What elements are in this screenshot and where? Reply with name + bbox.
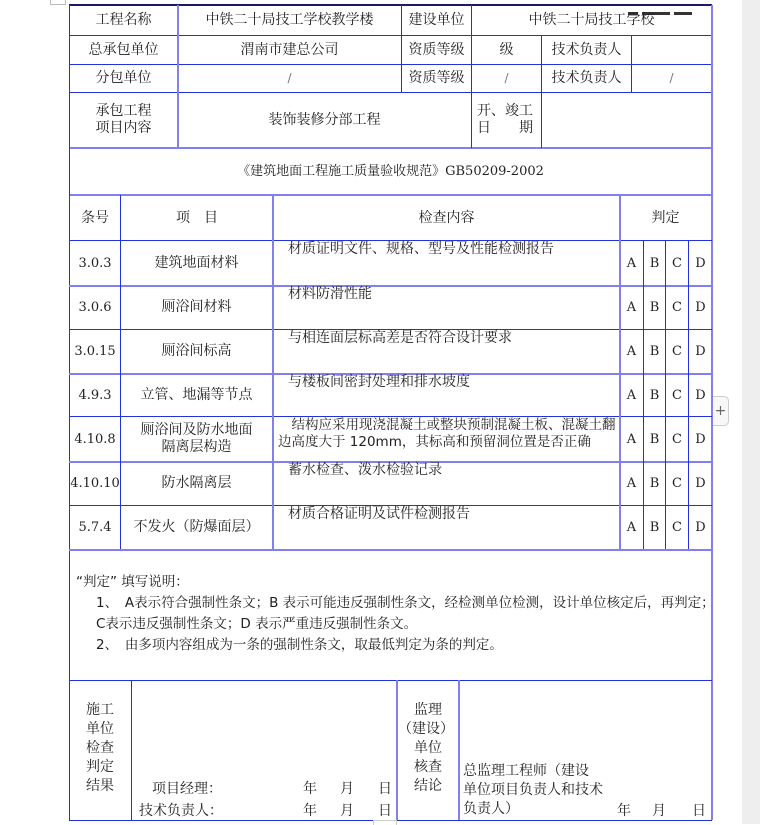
notes-item-1-line-1: 1、 A表示符合强制性条文；B 表示可能违反强制性条文，经检测单位检测，设计单位核定后，再判定； (96, 595, 715, 611)
tech-lead-value[interactable] (632, 36, 711, 64)
dates-label-day: 日 (477, 120, 491, 136)
dates-value[interactable] (542, 93, 711, 147)
project-name-label: 工程名称 (95, 12, 152, 28)
sub-qualification-value[interactable]: / (504, 71, 509, 85)
grade-option-a[interactable]: A (626, 387, 637, 403)
sv-year[interactable]: 年 (617, 803, 631, 819)
pm-day[interactable]: 日 (378, 781, 392, 797)
row-content-line: 结构应采用现浇混凝土或整块预制混凝土板、混凝土翻 (278, 417, 616, 433)
grade-option-c[interactable]: C (672, 476, 682, 491)
row-item: 立管、地漏等节点 (140, 386, 253, 403)
row-clause: 4.10.10 (70, 476, 120, 491)
grade-option-a[interactable]: A (626, 476, 637, 491)
sub-tech-lead-value[interactable]: / (669, 71, 674, 85)
sv-day[interactable]: 日 (692, 803, 706, 819)
grade-option-d[interactable]: D (695, 476, 706, 491)
row-item: 建筑地面材料 (154, 254, 239, 271)
dates-label-line2 (477, 120, 533, 137)
row-item-line: 厕浴间及防水地面 (140, 422, 253, 438)
row-clause: 3.0.3 (78, 255, 112, 271)
dates-label-period: 期 (519, 120, 533, 136)
row-clause: 5.7.4 (78, 520, 112, 535)
tl-day[interactable]: 日 (378, 803, 392, 819)
column-header-clause: 条号 (81, 209, 109, 226)
grade-option-b[interactable]: B (649, 431, 660, 447)
grade-option-d[interactable]: D (695, 387, 706, 403)
supervisor-result-label (399, 701, 457, 796)
pm-year[interactable]: 年 (303, 781, 317, 797)
grade-option-c[interactable]: C (672, 387, 682, 403)
page-corner-marker (50, 0, 66, 5)
scope-label-line1: 承包工程 (95, 103, 152, 119)
builder-value[interactable]: 中铁二十局技工学校 (528, 12, 655, 28)
general-contractor-value[interactable]: 渭南市建总公司 (240, 41, 339, 58)
row-content: 与相连面层标高差是否符合设计要求 (288, 330, 512, 346)
row-content: 材质证明文件、规格、型号及性能检测报告 (288, 241, 554, 257)
qualification-label: 资质等级 (408, 41, 465, 58)
column-header-content: 检查内容 (418, 209, 475, 226)
grade-option-d[interactable]: D (695, 431, 706, 447)
label-line: （建设） (398, 721, 454, 737)
divider (458, 680, 460, 820)
tech-lead-sign-label: 技术负责人： (139, 803, 223, 819)
notes-item-1-line-2: C表示违反强制性条文；D 表示严重违反强制性条文。 (96, 616, 418, 632)
notes-item-2: 2、 由多项内容组成为一条的强制性条文，取最低判定为条的判定。 (96, 637, 503, 653)
divider (131, 680, 132, 820)
grade-option-c[interactable]: C (672, 431, 682, 447)
divider (396, 680, 398, 820)
row-clause: 3.0.6 (78, 300, 112, 315)
grade-option-d[interactable]: D (695, 255, 706, 271)
column-header-judgement: 判定 (651, 209, 680, 226)
row-item-line: 隔离层构造 (161, 439, 232, 455)
tl-year[interactable]: 年 (303, 803, 317, 819)
judgement-notes (76, 572, 716, 656)
dates-label-line1: 开、竣工 (477, 103, 533, 119)
label-line: 单位 (86, 721, 114, 737)
row-content: 材料防滑性能 (288, 286, 372, 302)
add-button[interactable] (713, 396, 729, 426)
row-content (274, 417, 619, 461)
project-name-value[interactable]: 中铁二十局技工学校教学楼 (205, 12, 374, 28)
plus-icon: + (714, 403, 727, 419)
general-contractor-label: 总承包单位 (88, 41, 159, 58)
label-line: 检查 (86, 740, 114, 756)
divider (69, 549, 712, 551)
grade-option-a[interactable]: A (626, 255, 637, 271)
page-tab (373, 820, 397, 825)
cropped-top-text (628, 0, 708, 3)
contractor-result-label (86, 701, 114, 796)
pm-month[interactable]: 月 (340, 781, 354, 797)
grade-option-b[interactable]: B (649, 520, 660, 535)
label-line: 结论 (414, 778, 442, 794)
subcontractor-value[interactable]: / (287, 71, 292, 85)
scope-label (70, 93, 177, 147)
label-line: 结果 (86, 778, 114, 794)
row-content-line: 边高度大于 120mm，其标高和预留洞位置是否正确 (278, 434, 591, 450)
row-item: 厕浴间标高 (161, 343, 232, 359)
grade-option-d[interactable]: D (695, 300, 706, 315)
grade-option-a[interactable]: A (626, 520, 637, 535)
grade-option-d[interactable]: D (695, 520, 706, 535)
scope-value[interactable]: 装饰装修分部工程 (268, 111, 381, 128)
sub-qualification-label: 资质等级 (408, 70, 465, 86)
standard-title: 《建筑地面工程施工质量验收规范》GB50209-2002 (237, 164, 544, 179)
scrollbar-track[interactable] (742, 0, 760, 824)
grade-option-d[interactable]: D (695, 344, 706, 359)
grade-option-c[interactable]: C (672, 255, 682, 271)
row-clause: 4.10.8 (74, 431, 116, 447)
label-line: 监理 (414, 702, 442, 718)
grade-option-c[interactable]: C (672, 520, 682, 535)
label-line: 总监理工程师（建设 (463, 763, 589, 779)
grade-option-c[interactable]: C (672, 300, 682, 315)
label-line: 单位 (414, 740, 442, 756)
grade-option-b[interactable]: B (649, 300, 660, 315)
notes-title: “判定” 填写说明： (76, 574, 189, 590)
sv-month[interactable]: 月 (652, 803, 666, 819)
dates-label (472, 93, 541, 147)
grade-option-b[interactable]: B (649, 344, 660, 359)
tl-month[interactable]: 月 (340, 803, 354, 819)
row-item: 防水隔离层 (161, 475, 232, 491)
grade-option-a[interactable]: A (626, 300, 637, 315)
chief-supervisor-label (463, 762, 603, 819)
grade-option-b[interactable]: B (649, 255, 660, 271)
grade-option-a[interactable]: A (626, 344, 637, 359)
row-item: 不发火（防爆面层） (133, 519, 260, 535)
builder-label: 建设单位 (408, 12, 465, 28)
tech-lead-label: 技术负责人 (551, 41, 622, 58)
row-content: 蓄水检查、泼水检验记录 (288, 462, 442, 478)
grade-option-b[interactable]: B (649, 476, 660, 491)
row-content: 材质合格证明及试件检测报告 (288, 506, 470, 522)
row-content: 与楼板间密封处理和排水坡度 (288, 374, 470, 390)
label-line: 施工 (86, 702, 114, 718)
row-clause: 4.9.3 (78, 387, 112, 403)
scope-label-line2: 项目内容 (95, 120, 152, 136)
grade-option-c[interactable]: C (672, 344, 682, 359)
row-clause: 3.0.15 (74, 344, 116, 359)
column-header-item: 项 目 (176, 209, 218, 226)
label-line: 核查 (414, 759, 442, 775)
qualification-value[interactable]: 级 (499, 41, 514, 58)
divider (69, 680, 712, 681)
label-line: 负责人） (463, 801, 519, 817)
sub-tech-lead-label: 技术负责人 (551, 70, 622, 86)
row-item (121, 417, 272, 461)
row-item: 厕浴间材料 (161, 299, 232, 315)
project-manager-label: 项目经理： (152, 781, 222, 797)
subcontractor-label: 分包单位 (95, 70, 152, 86)
grade-option-b[interactable]: B (649, 387, 660, 403)
label-line: 判定 (86, 759, 114, 775)
label-line: 单位项目负责人和技术 (463, 782, 603, 798)
grade-option-a[interactable]: A (626, 431, 637, 447)
